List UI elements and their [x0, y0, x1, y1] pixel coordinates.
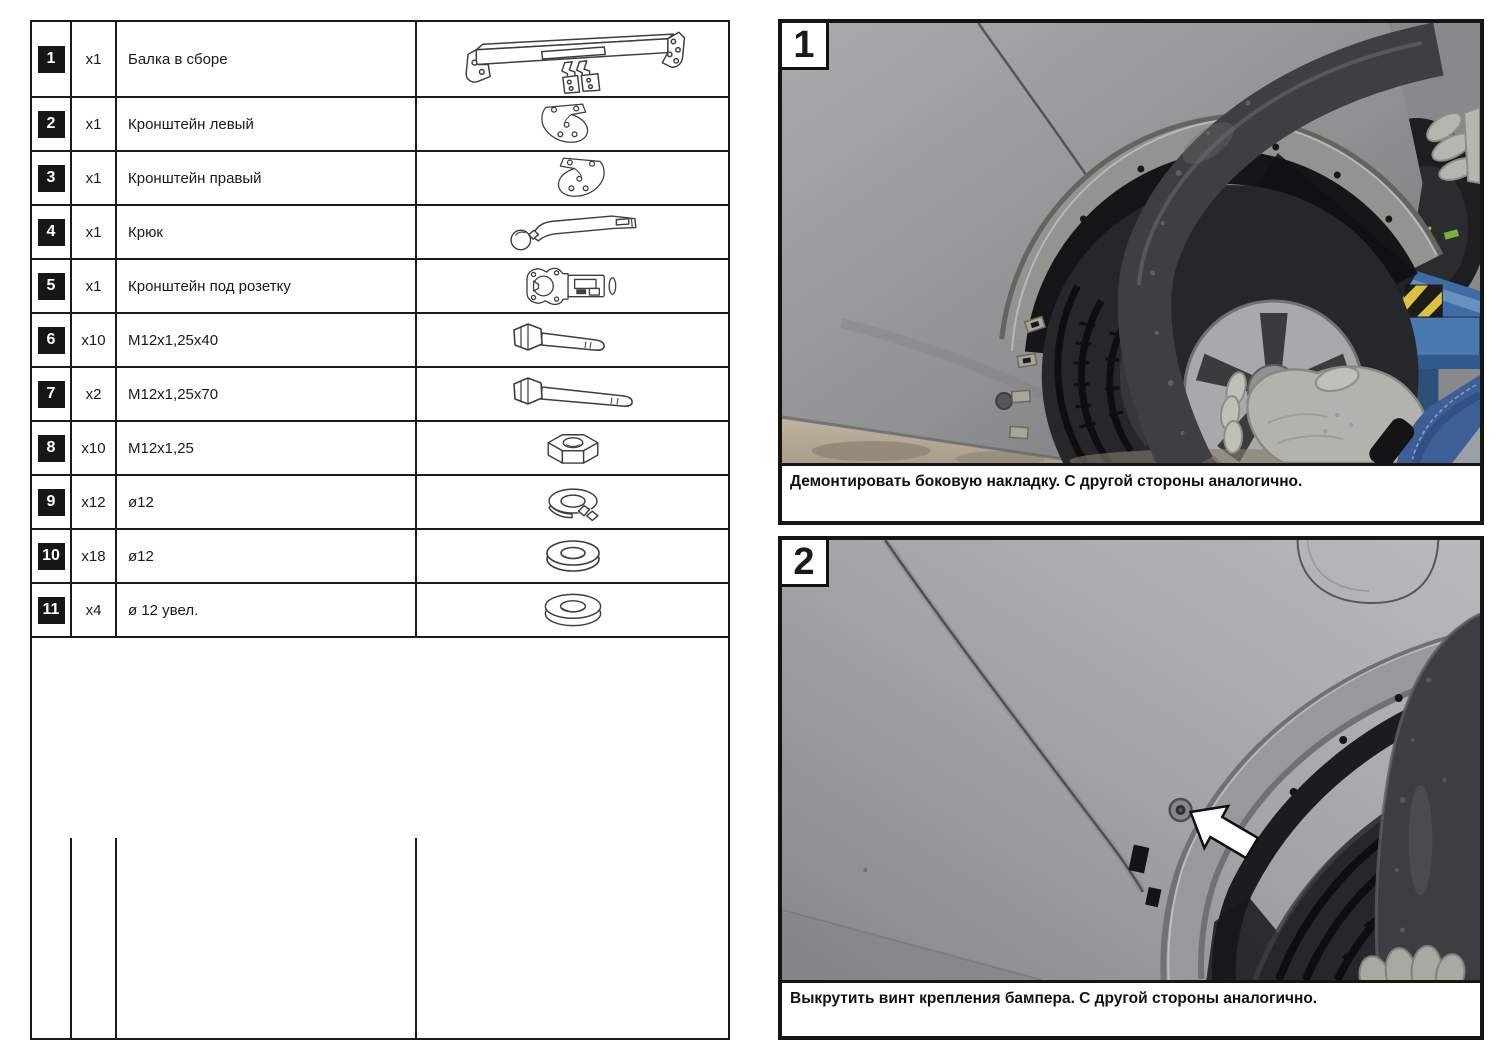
part-qty: x4 — [72, 584, 117, 636]
part-number-badge: 1 — [38, 46, 65, 73]
table-row — [32, 314, 728, 368]
part-number-badge: 4 — [38, 219, 65, 246]
table-row — [32, 584, 728, 638]
step-number: 1 — [793, 24, 815, 66]
part-illustration — [417, 530, 728, 582]
table-row — [32, 152, 728, 206]
step-panel-1 — [778, 19, 1484, 525]
part-drawing-icon — [468, 317, 678, 363]
part-name: ø12 — [117, 476, 417, 528]
part-qty: x1 — [72, 98, 117, 150]
part-drawing-icon — [433, 24, 713, 94]
part-number-badge: 7 — [38, 381, 65, 408]
part-name: М12х1,25х70 — [117, 368, 417, 420]
part-name: Кронштейн правый — [117, 152, 417, 204]
step-caption: Демонтировать боковую накладку. С другой стороны аналогично. — [790, 473, 1303, 490]
step-number-badge — [782, 540, 829, 587]
step-number-badge — [782, 23, 829, 70]
part-name: Балка в сборе — [117, 22, 417, 96]
part-qty: x2 — [72, 368, 117, 420]
part-drawing-icon — [468, 101, 678, 147]
part-illustration — [417, 206, 728, 258]
part-qty: x1 — [72, 152, 117, 204]
part-illustration — [417, 422, 728, 474]
part-qty: x1 — [72, 260, 117, 312]
table-empty-row — [32, 838, 728, 1038]
part-illustration — [417, 476, 728, 528]
part-drawing-icon — [468, 371, 678, 417]
part-number-badge: 6 — [38, 327, 65, 354]
part-drawing-icon — [468, 209, 678, 255]
parts-table-rows — [32, 22, 728, 838]
table-row — [32, 98, 728, 152]
table-row — [32, 476, 728, 530]
part-qty: x10 — [72, 422, 117, 474]
part-illustration — [417, 98, 728, 150]
part-illustration — [417, 314, 728, 366]
part-name: ø12 — [117, 530, 417, 582]
table-row — [32, 206, 728, 260]
part-illustration — [417, 152, 728, 204]
table-row — [32, 368, 728, 422]
part-number-badge: 8 — [38, 435, 65, 462]
part-number-badge: 9 — [38, 489, 65, 516]
part-illustration — [417, 260, 728, 312]
table-row — [32, 530, 728, 584]
table-row — [32, 22, 728, 98]
step-panel-2 — [778, 536, 1484, 1040]
part-qty: x10 — [72, 314, 117, 366]
part-illustration — [417, 368, 728, 420]
part-name: М12х1,25х40 — [117, 314, 417, 366]
step-photo-2 — [782, 540, 1480, 983]
part-illustration — [417, 22, 728, 96]
part-number-badge: 10 — [38, 543, 65, 570]
part-drawing-icon — [468, 587, 678, 633]
step-number: 2 — [793, 541, 815, 583]
part-qty: x1 — [72, 206, 117, 258]
photo-1-illustration — [782, 23, 1480, 463]
part-number-badge: 3 — [38, 165, 65, 192]
part-name: Кронштейн под розетку — [117, 260, 417, 312]
parts-table — [30, 20, 730, 1040]
part-drawing-icon — [468, 533, 678, 579]
part-name: ø 12 увел. — [117, 584, 417, 636]
photo-2-illustration — [782, 540, 1480, 980]
part-qty: x18 — [72, 530, 117, 582]
part-name: Кронштейн левый — [117, 98, 417, 150]
bumper-screw — [1170, 799, 1192, 821]
part-qty: x12 — [72, 476, 117, 528]
part-number-badge: 11 — [38, 597, 65, 624]
part-drawing-icon — [468, 479, 678, 525]
part-name: Крюк — [117, 206, 417, 258]
part-illustration — [417, 584, 728, 636]
part-drawing-icon — [468, 263, 678, 309]
part-name: М12х1,25 — [117, 422, 417, 474]
part-number-badge: 5 — [38, 273, 65, 300]
part-drawing-icon — [468, 155, 678, 201]
part-drawing-icon — [468, 425, 678, 471]
part-number-badge: 2 — [38, 111, 65, 138]
step-caption: Выкрутить винт крепления бампера. С другой стороны аналогично. — [790, 990, 1318, 1007]
table-row — [32, 422, 728, 476]
part-qty: x1 — [72, 22, 117, 96]
step-photo-1 — [782, 23, 1480, 466]
table-row — [32, 260, 728, 314]
